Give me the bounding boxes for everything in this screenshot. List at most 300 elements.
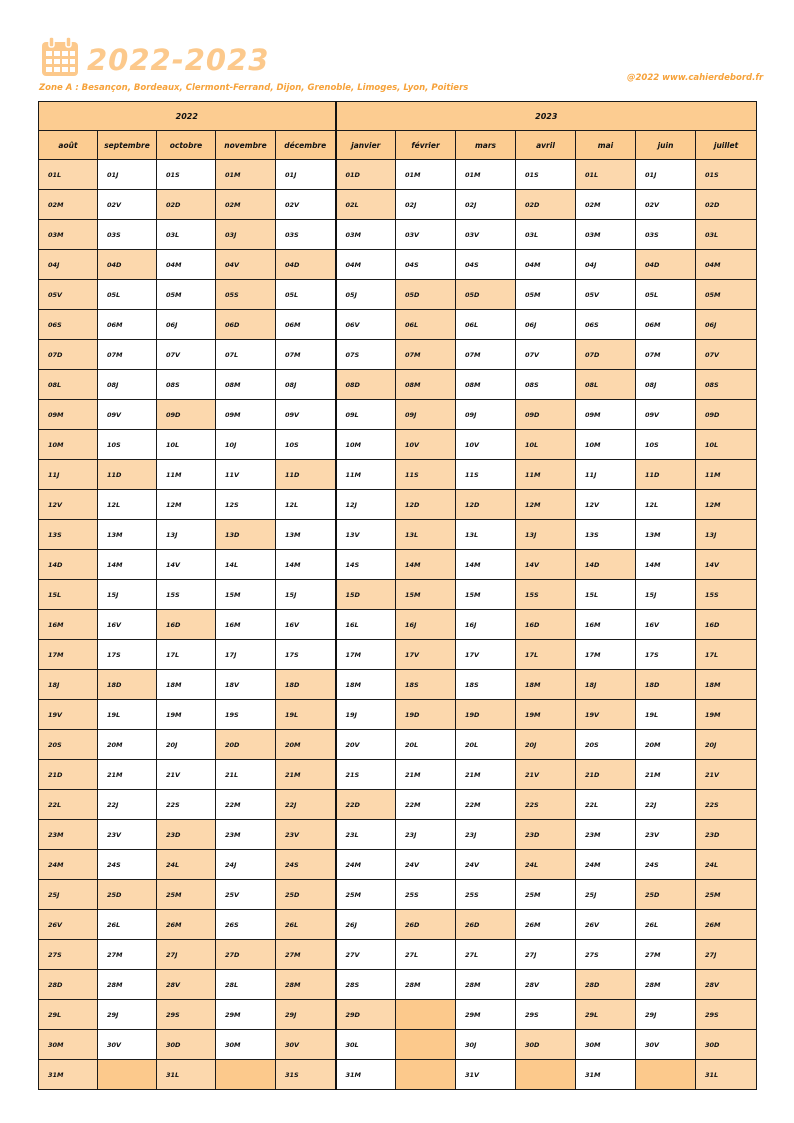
day-cell: 21V [696,760,757,790]
day-cell: 04D [276,250,336,280]
day-cell: 25D [98,880,157,910]
day-cell: 16M [39,610,98,640]
day-cell: 16L [336,610,396,640]
day-cell: 20J [696,730,757,760]
day-cell: 26V [576,910,636,940]
day-cell: 24S [636,850,696,880]
year-row [39,102,757,131]
day-cell: 21S [336,760,396,790]
day-row [39,700,757,730]
day-cell: 30D [696,1030,757,1060]
zone-subtitle: Zone A : Besançon, Bordeaux, Clermont-Ferrand, Dijon, Grenoble, Limoges, Lyon, Poitiers [39,83,469,93]
day-cell: 19V [576,700,636,730]
month-header: décembre [276,131,336,160]
day-cell: 27L [396,940,456,970]
day-cell: 08J [636,370,696,400]
day-cell: 17L [157,640,216,670]
day-cell: 05J [336,280,396,310]
day-cell: 03M [336,220,396,250]
day-cell: 28D [576,970,636,1000]
day-cell: 24L [157,850,216,880]
day-row [39,1060,757,1090]
day-cell: 02D [157,190,216,220]
day-cell: 28M [98,970,157,1000]
month-header: juillet [696,131,757,160]
day-cell: 07M [98,340,157,370]
day-cell: 03S [98,220,157,250]
day-row [39,670,757,700]
day-cell: 09M [216,400,276,430]
day-cell: 05D [456,280,516,310]
day-cell: 10J [216,430,276,460]
day-cell: 05M [696,280,757,310]
day-cell: 27J [516,940,576,970]
day-cell: 19L [276,700,336,730]
day-row [39,580,757,610]
day-cell: 07L [216,340,276,370]
day-cell: 25M [336,880,396,910]
day-cell: 06M [98,310,157,340]
day-cell: 10V [396,430,456,460]
day-cell: 09L [336,400,396,430]
day-row [39,250,757,280]
day-cell: 27D [216,940,276,970]
day-cell: 17M [39,640,98,670]
day-cell: 15D [336,580,396,610]
day-cell: 19J [336,700,396,730]
day-cell: 16V [276,610,336,640]
day-cell: 02J [456,190,516,220]
day-cell: 14S [336,550,396,580]
day-row [39,190,757,220]
day-cell: 21M [98,760,157,790]
day-cell: 31L [696,1060,757,1090]
day-cell: 21D [39,760,98,790]
day-cell: 23V [276,820,336,850]
day-cell: 17S [636,640,696,670]
day-cell: 24V [456,850,516,880]
day-cell: 14M [456,550,516,580]
day-cell: 01D [336,160,396,190]
day-row [39,430,757,460]
day-cell: 12M [696,490,757,520]
empty-cell [98,1060,157,1090]
day-cell: 08S [157,370,216,400]
day-cell: 18S [456,670,516,700]
day-cell: 02M [576,190,636,220]
day-row [39,910,757,940]
day-cell: 07M [396,340,456,370]
day-cell: 25D [636,880,696,910]
day-cell: 12D [456,490,516,520]
day-cell: 30J [456,1030,516,1060]
day-cell: 26V [39,910,98,940]
day-cell: 27M [636,940,696,970]
day-cell: 30V [636,1030,696,1060]
day-cell: 25M [696,880,757,910]
day-cell: 29L [39,1000,98,1030]
empty-cell [516,1060,576,1090]
day-cell: 13J [696,520,757,550]
day-cell: 01S [696,160,757,190]
day-cell: 21V [516,760,576,790]
day-cell: 31M [39,1060,98,1090]
day-cell: 03L [516,220,576,250]
day-cell: 12S [216,490,276,520]
day-cell: 05S [216,280,276,310]
day-row [39,640,757,670]
day-cell: 16M [576,610,636,640]
day-cell: 11J [39,460,98,490]
day-cell: 04S [396,250,456,280]
day-cell: 07M [456,340,516,370]
day-cell: 06S [39,310,98,340]
day-cell: 17V [396,640,456,670]
day-cell: 30V [98,1030,157,1060]
day-cell: 09V [636,400,696,430]
day-cell: 17L [696,640,757,670]
empty-cell [636,1060,696,1090]
day-cell: 02L [336,190,396,220]
day-cell: 28S [336,970,396,1000]
day-cell: 03L [696,220,757,250]
day-cell: 03V [456,220,516,250]
day-cell: 16D [696,610,757,640]
day-cell: 05M [516,280,576,310]
day-cell: 05D [396,280,456,310]
day-row [39,940,757,970]
day-cell: 07V [157,340,216,370]
day-cell: 02M [216,190,276,220]
day-cell: 17S [98,640,157,670]
day-cell: 11M [157,460,216,490]
month-header: août [39,131,98,160]
day-cell: 14M [396,550,456,580]
day-cell: 11M [516,460,576,490]
day-cell: 01S [516,160,576,190]
day-cell: 22L [39,790,98,820]
day-cell: 10V [456,430,516,460]
day-cell: 07M [276,340,336,370]
day-cell: 30D [157,1030,216,1060]
day-cell: 23D [157,820,216,850]
day-cell: 19L [98,700,157,730]
day-cell: 13S [576,520,636,550]
month-header: février [396,131,456,160]
day-row [39,970,757,1000]
day-cell: 15M [396,580,456,610]
day-cell: 18M [157,670,216,700]
day-cell: 19M [157,700,216,730]
month-header: septembre [98,131,157,160]
day-cell: 16D [157,610,216,640]
day-row [39,820,757,850]
day-cell: 27M [98,940,157,970]
day-cell: 12V [576,490,636,520]
day-row [39,790,757,820]
day-cell: 12J [336,490,396,520]
day-cell: 04J [39,250,98,280]
day-cell: 30V [276,1030,336,1060]
day-cell: 15J [276,580,336,610]
day-cell: 21M [396,760,456,790]
day-cell: 13J [516,520,576,550]
day-row [39,850,757,880]
day-cell: 08J [276,370,336,400]
day-cell: 15S [516,580,576,610]
day-cell: 01J [98,160,157,190]
day-cell: 27L [456,940,516,970]
day-cell: 08M [456,370,516,400]
day-cell: 24S [98,850,157,880]
day-cell: 28M [456,970,516,1000]
day-cell: 20L [396,730,456,760]
day-cell: 29L [576,1000,636,1030]
day-cell: 17J [216,640,276,670]
day-cell: 11D [276,460,336,490]
day-cell: 25V [216,880,276,910]
day-cell: 12L [276,490,336,520]
day-cell: 22S [696,790,757,820]
day-cell: 23V [98,820,157,850]
day-cell: 05V [39,280,98,310]
day-cell: 06J [696,310,757,340]
day-cell: 22L [576,790,636,820]
month-header: juin [636,131,696,160]
day-cell: 27V [336,940,396,970]
day-cell: 20M [276,730,336,760]
day-cell: 14D [576,550,636,580]
day-cell: 18D [636,670,696,700]
day-cell: 07V [516,340,576,370]
day-cell: 01M [396,160,456,190]
day-cell: 31V [456,1060,516,1090]
day-cell: 01M [216,160,276,190]
day-cell: 02M [39,190,98,220]
day-cell: 09J [456,400,516,430]
day-cell: 03J [216,220,276,250]
day-cell: 25J [39,880,98,910]
day-cell: 14M [636,550,696,580]
day-cell: 24L [696,850,757,880]
day-cell: 16J [456,610,516,640]
day-cell: 03M [576,220,636,250]
day-cell: 22M [396,790,456,820]
day-cell: 26L [636,910,696,940]
day-cell: 26M [516,910,576,940]
day-cell: 14V [696,550,757,580]
day-cell: 04D [636,250,696,280]
day-cell: 25M [157,880,216,910]
day-cell: 05L [98,280,157,310]
day-row [39,1030,757,1060]
day-cell: 03M [39,220,98,250]
day-cell: 26J [336,910,396,940]
day-cell: 01M [456,160,516,190]
day-cell: 11S [456,460,516,490]
day-cell: 21M [456,760,516,790]
day-cell: 09V [98,400,157,430]
day-cell: 17M [576,640,636,670]
day-cell: 28V [157,970,216,1000]
day-cell: 23V [636,820,696,850]
day-cell: 03V [396,220,456,250]
day-cell: 14L [216,550,276,580]
day-cell: 16V [636,610,696,640]
empty-cell [396,1060,456,1090]
day-cell: 14V [157,550,216,580]
day-cell: 28V [696,970,757,1000]
day-cell: 01S [157,160,216,190]
day-cell: 04M [696,250,757,280]
day-cell: 23M [216,820,276,850]
day-cell: 11J [576,460,636,490]
day-cell: 14V [516,550,576,580]
month-header: octobre [157,131,216,160]
day-cell: 04V [216,250,276,280]
day-cell: 13M [636,520,696,550]
empty-cell [396,1000,456,1030]
day-cell: 05V [576,280,636,310]
day-cell: 16M [216,610,276,640]
day-cell: 13J [157,520,216,550]
day-cell: 08S [696,370,757,400]
day-cell: 04J [576,250,636,280]
day-cell: 12M [516,490,576,520]
day-cell: 21L [216,760,276,790]
day-cell: 28D [39,970,98,1000]
day-cell: 16D [516,610,576,640]
day-cell: 07S [336,340,396,370]
day-cell: 11M [696,460,757,490]
day-cell: 16J [396,610,456,640]
day-cell: 06V [336,310,396,340]
day-cell: 13V [336,520,396,550]
day-cell: 17M [336,640,396,670]
day-cell: 24M [39,850,98,880]
day-cell: 05L [276,280,336,310]
day-cell: 09D [696,400,757,430]
day-cell: 23D [516,820,576,850]
month-header: mai [576,131,636,160]
day-cell: 18D [98,670,157,700]
day-cell: 29D [336,1000,396,1030]
day-cell: 26L [98,910,157,940]
day-cell: 19V [39,700,98,730]
day-cell: 26D [396,910,456,940]
empty-cell [216,1060,276,1090]
day-cell: 10L [516,430,576,460]
day-row [39,220,757,250]
day-cell: 16V [98,610,157,640]
day-cell: 18V [216,670,276,700]
month-row [39,131,757,160]
day-cell: 19M [516,700,576,730]
day-cell: 08M [216,370,276,400]
month-header: mars [456,131,516,160]
day-cell: 25J [576,880,636,910]
day-cell: 04M [336,250,396,280]
day-row [39,340,757,370]
day-cell: 22J [636,790,696,820]
day-cell: 28L [216,970,276,1000]
day-row [39,490,757,520]
day-cell: 22J [276,790,336,820]
day-cell: 24V [396,850,456,880]
day-cell: 26L [276,910,336,940]
day-cell: 22S [157,790,216,820]
day-cell: 30M [39,1030,98,1060]
day-cell: 22J [98,790,157,820]
day-cell: 09D [157,400,216,430]
day-cell: 01J [276,160,336,190]
day-cell: 29J [98,1000,157,1030]
month-header: novembre [216,131,276,160]
day-cell: 01L [576,160,636,190]
day-cell: 07D [39,340,98,370]
day-cell: 29J [636,1000,696,1030]
day-cell: 20D [216,730,276,760]
day-cell: 15S [696,580,757,610]
day-cell: 12L [98,490,157,520]
day-cell: 04M [157,250,216,280]
day-cell: 13L [396,520,456,550]
day-cell: 10M [39,430,98,460]
day-cell: 02D [696,190,757,220]
day-cell: 09M [39,400,98,430]
day-cell: 10S [636,430,696,460]
day-cell: 06L [456,310,516,340]
day-cell: 17L [516,640,576,670]
day-cell: 20J [157,730,216,760]
day-cell: 15J [636,580,696,610]
day-cell: 30L [336,1030,396,1060]
day-cell: 11D [98,460,157,490]
day-cell: 04S [456,250,516,280]
day-cell: 29J [276,1000,336,1030]
day-cell: 18M [516,670,576,700]
day-cell: 23D [696,820,757,850]
day-cell: 17V [456,640,516,670]
day-cell: 29M [216,1000,276,1030]
day-cell: 20S [576,730,636,760]
day-row [39,310,757,340]
day-cell: 31L [157,1060,216,1090]
day-cell: 15L [576,580,636,610]
day-row [39,760,757,790]
day-cell: 23J [456,820,516,850]
day-cell: 08S [516,370,576,400]
day-cell: 12V [39,490,98,520]
day-cell: 22M [456,790,516,820]
day-cell: 06S [576,310,636,340]
day-cell: 13D [216,520,276,550]
day-cell: 26M [157,910,216,940]
day-cell: 30D [516,1030,576,1060]
day-cell: 09V [276,400,336,430]
day-cell: 27M [276,940,336,970]
day-cell: 10S [276,430,336,460]
day-cell: 07D [576,340,636,370]
day-cell: 18M [336,670,396,700]
day-cell: 20J [516,730,576,760]
day-cell: 12D [396,490,456,520]
day-cell: 14M [98,550,157,580]
day-cell: 20S [39,730,98,760]
day-cell: 24M [336,850,396,880]
calendar-table [38,101,757,1090]
day-cell: 24S [276,850,336,880]
